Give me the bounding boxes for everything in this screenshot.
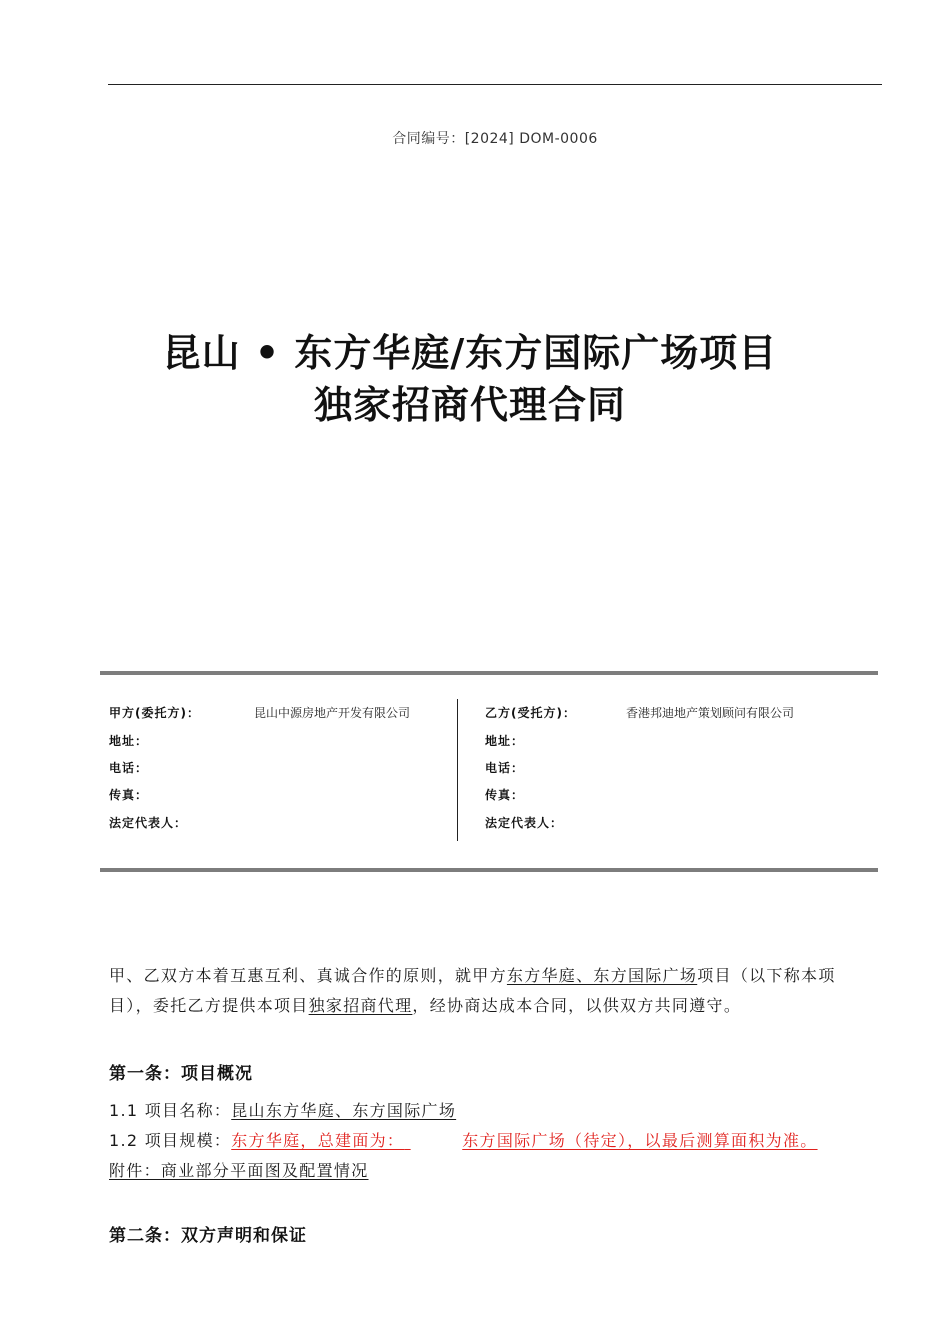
party-b-address-label: 地址： — [485, 734, 525, 748]
party-block-top-rule — [100, 671, 878, 675]
article-2-heading: 第二条：双方声明和保证 — [109, 1226, 307, 1246]
party-a-fax-label: 传真： — [109, 788, 149, 802]
attachment-text: 附件：商业部分平面图及配置情况 — [109, 1161, 369, 1180]
title-line-2: 独家招商代理合同 — [313, 382, 626, 427]
attachment-line — [109, 1158, 369, 1181]
article-1-heading: 第一条：项目概况 — [109, 1064, 253, 1084]
clause-1-1-label: 1.1 项目名称： — [109, 1101, 232, 1120]
preamble-text: 目），委托乙方提供本项目 — [109, 996, 309, 1015]
party-b-rep-label: 法定代表人： — [485, 816, 564, 830]
party-a-name: 昆山中源房地产开发有限公司 — [254, 706, 411, 720]
party-b-role-label: 乙方(受托方)： — [485, 706, 576, 720]
party-a-phone-label: 电话： — [109, 761, 149, 775]
party-b-fax-label: 传真： — [485, 788, 525, 802]
preamble-project-name: 东方华庭、东方国际广场 — [506, 966, 698, 985]
party-a-address-label: 地址： — [109, 734, 149, 748]
title-line-1: 昆山 • 东方华庭/东方国际广场项目 — [162, 330, 778, 375]
clause-1-2 — [109, 1128, 818, 1151]
clause-1-1 — [109, 1098, 456, 1121]
clause-1-2-value-a: 东方华庭，总建面为： — [231, 1131, 405, 1150]
preamble-line-2 — [109, 992, 889, 1020]
party-b-phone-label: 电话： — [485, 761, 525, 775]
preamble-line-1 — [109, 962, 889, 990]
party-divider — [457, 699, 458, 841]
preamble-text: 项目（以下称本项 — [697, 966, 836, 985]
preamble-text: 甲、乙双方本着互惠互利、真诚合作的原则，就甲方 — [109, 966, 507, 985]
clause-1-2-blank — [404, 1131, 462, 1150]
party-a-role-label: 甲方(委托方)： — [109, 706, 200, 720]
clause-1-2-value-b: 东方国际广场（待定），以最后测算面积为准。 — [462, 1131, 818, 1150]
party-b-name: 香港邦迪地产策划顾问有限公司 — [626, 706, 795, 720]
preamble-service: 独家招商代理 — [308, 996, 413, 1015]
party-block-bottom-rule — [100, 868, 878, 872]
party-a-rep-label: 法定代表人： — [109, 816, 188, 830]
clause-1-2-label: 1.2 项目规模： — [109, 1131, 232, 1150]
top-rule — [108, 84, 882, 85]
clause-1-1-value: 昆山东方华庭、东方国际广场 — [231, 1101, 457, 1120]
preamble-text: ，经协商达成本合同，以供双方共同遵守。 — [412, 996, 742, 1015]
contract-number: 合同编号：[2024] DOM-0006 — [392, 131, 598, 147]
